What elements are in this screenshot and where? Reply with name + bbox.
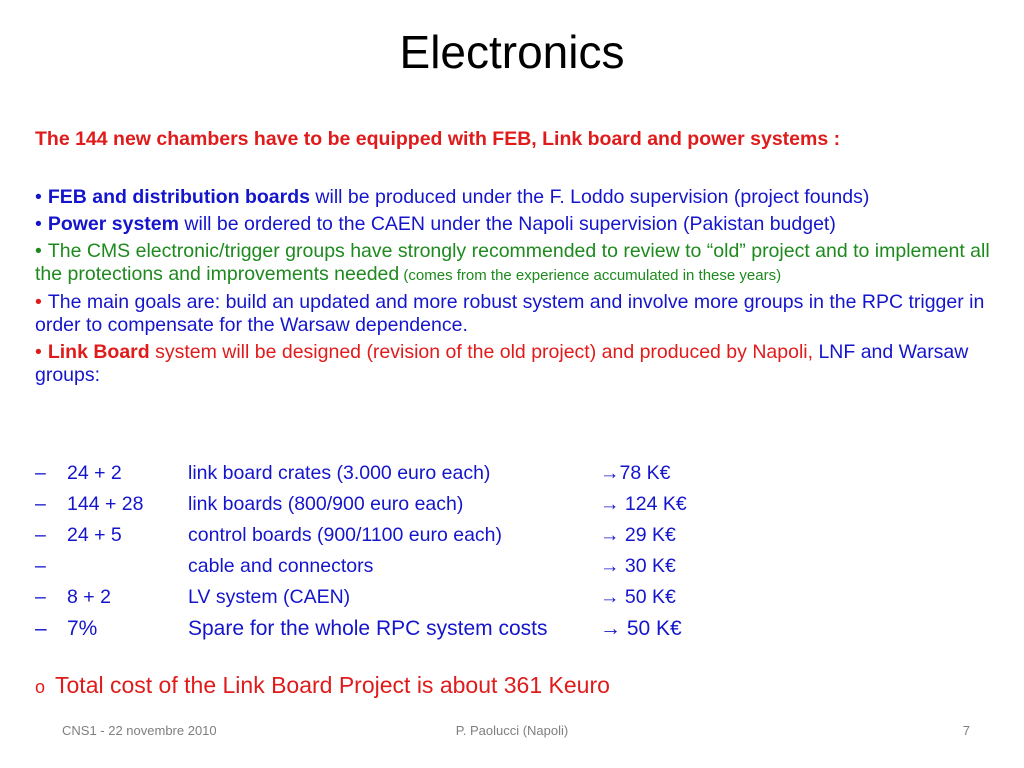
cost-row xyxy=(35,553,995,584)
cost-description: control boards (900/1100 euro each) xyxy=(188,524,503,546)
bullet-power xyxy=(35,213,995,236)
bullet-text: The CMS electronic/trigger groups have strongly recommended to review to “old” project and to implement all the protections and improvements needed xyxy=(35,240,990,285)
cost-table xyxy=(35,460,995,646)
slide-title: Electronics xyxy=(399,26,625,78)
cost-quantity: 24 + 2 xyxy=(67,462,122,484)
bullet-marker: • xyxy=(35,240,42,262)
bullet-marker: • xyxy=(35,341,42,363)
bullet-bold-text: Link Board xyxy=(47,341,150,363)
footer-author: P. Paolucci (Napoli) xyxy=(455,723,569,738)
cost-quantity: 144 + 28 xyxy=(67,493,144,515)
total-cost xyxy=(35,672,610,699)
bullet-marker: • xyxy=(35,213,42,235)
bullet-small-text: (comes from the experience accumulated in these years) xyxy=(399,267,782,284)
bullet-bold-text: Power system xyxy=(47,213,179,235)
cost-description: Spare for the whole RPC system costs xyxy=(188,617,548,640)
cost-dash: – xyxy=(35,462,46,484)
bullet-goals xyxy=(35,291,995,337)
footer-date: CNS1 - 22 novembre 2010 xyxy=(62,723,217,738)
cost-dash: – xyxy=(35,555,46,577)
cost-quantity: 8 + 2 xyxy=(67,586,111,608)
cost-quantity: 7% xyxy=(67,617,98,640)
bullet-marker: • xyxy=(35,186,42,208)
bullet-list xyxy=(35,186,995,391)
cost-dash: – xyxy=(35,524,46,546)
cost-description: LV system (CAEN) xyxy=(188,586,351,608)
total-text: Total cost of the Link Board Project is about 361 Keuro xyxy=(55,672,610,698)
bullet-bold-text: FEB and distribution boards xyxy=(47,186,310,208)
cost-dash: – xyxy=(35,586,46,608)
bullet-text: The main goals are: build an updated and more robust system and involve more groups in the RPC trigger in order to compensate for the Warsaw dependence. xyxy=(35,291,985,336)
cost-row xyxy=(35,491,995,522)
cost-value: → 30 K€ xyxy=(600,555,676,577)
cost-dash: – xyxy=(35,493,46,515)
cost-dash: – xyxy=(35,617,47,640)
bullet-cms xyxy=(35,240,995,287)
cost-value: → 29 K€ xyxy=(600,524,676,546)
cost-row xyxy=(35,584,995,615)
cost-row xyxy=(35,522,995,553)
cost-description: link boards (800/900 euro each) xyxy=(188,493,464,515)
bullet-feb xyxy=(35,186,995,209)
bullet-tail-text: LNF and Warsaw groups: xyxy=(35,341,969,386)
cost-row xyxy=(35,615,995,646)
bullet-text: will be ordered to the CAEN under the Napoli supervision (Pakistan budget) xyxy=(178,213,836,235)
bullet-marker: • xyxy=(35,291,42,313)
cost-value: → 50 K€ xyxy=(600,617,682,640)
cost-value: → 124 K€ xyxy=(600,493,687,515)
bullet-text: system will be designed (revision of the old project) and produced by Napoli, xyxy=(149,341,819,363)
cost-description: cable and connectors xyxy=(188,555,374,577)
bullet-link-board xyxy=(35,341,995,387)
cost-quantity: 24 + 5 xyxy=(67,524,122,546)
cost-row xyxy=(35,460,995,491)
cost-value: →78 K€ xyxy=(600,462,671,484)
bullet-text: will be produced under the F. Loddo supervision (project founds) xyxy=(310,186,870,208)
slide-subtitle: The 144 new chambers have to be equipped with FEB, Link board and power systems : xyxy=(35,128,841,150)
cost-value: → 50 K€ xyxy=(600,586,676,608)
cost-description: link board crates (3.000 euro each) xyxy=(188,462,491,484)
total-marker: o xyxy=(35,677,46,697)
footer-page-number: 7 xyxy=(962,723,970,738)
